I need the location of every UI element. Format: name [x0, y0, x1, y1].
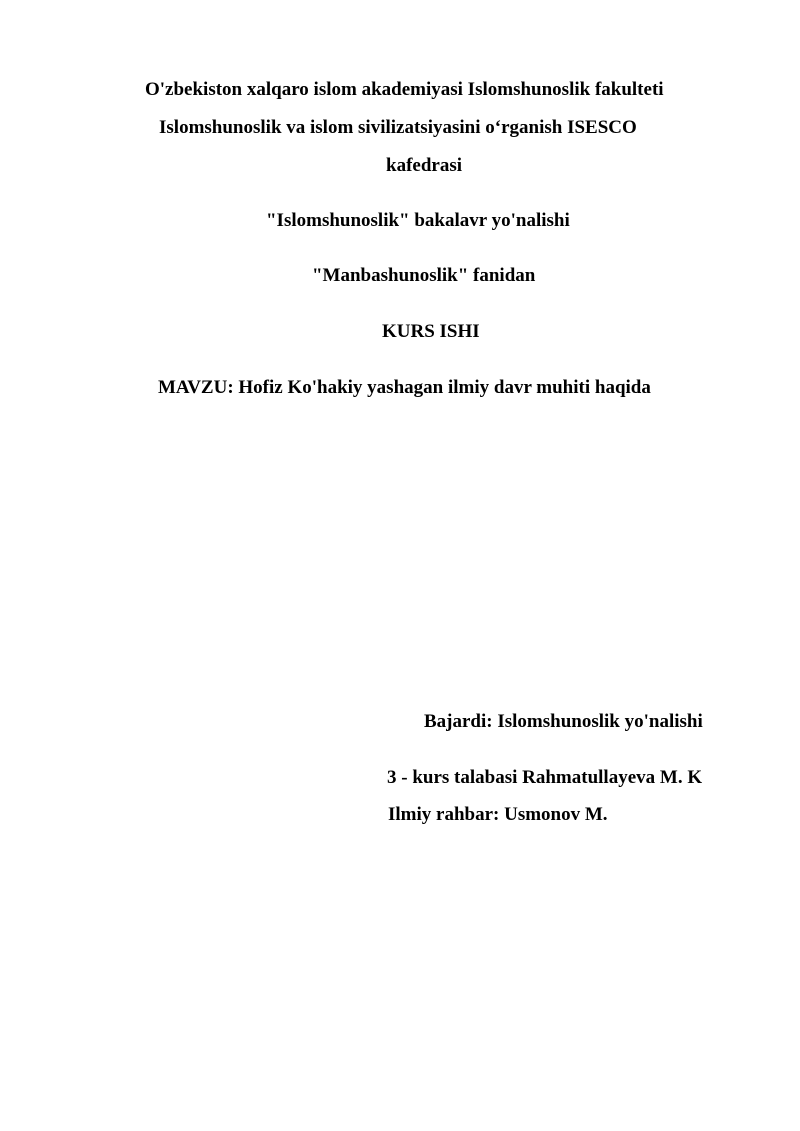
topic-title: MAVZU: Hofiz Ko'hakiy yashagan ilmiy davr muhiti haqida: [158, 377, 651, 398]
subject-title: "Manbashunoslik" fanidan: [312, 265, 536, 286]
program-title: "Islomshunoslik" bakalavr yo'nalishi: [266, 210, 570, 231]
institution-line-1: O'zbekiston xalqaro islom akademiyasi Islomshunoslik fakulteti: [145, 79, 664, 100]
supervisor-line: Ilmiy rahbar: Usmonov M.: [388, 804, 608, 825]
institution-line-2: Islomshunoslik va islom sivilizatsiyasini o‘rganish ISESCO: [159, 117, 637, 138]
institution-line-3: kafedrasi: [386, 155, 462, 176]
work-type-title: KURS ISHI: [382, 321, 480, 342]
performed-by-line: Bajardi: Islomshunoslik yo'nalishi: [424, 711, 703, 732]
student-line: 3 - kurs talabasi Rahmatullayeva M. K: [387, 767, 703, 788]
